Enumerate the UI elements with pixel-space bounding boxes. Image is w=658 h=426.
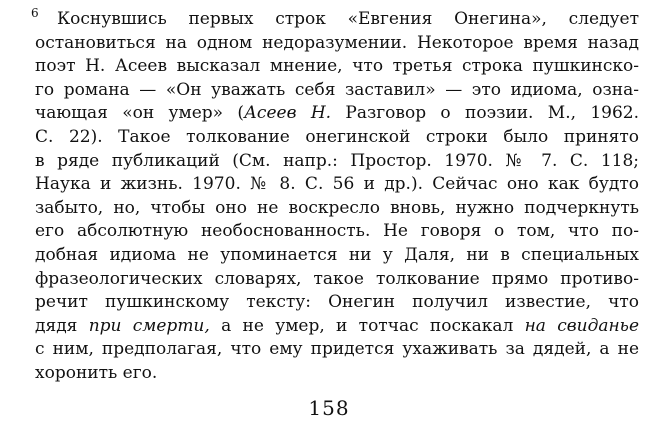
footnote-line: Наука и жизнь. 1970. № 8. С. 56 и др.). Сейчас оно как будто bbox=[35, 174, 639, 195]
footnote-line: с ним, предполагая, что ему придется ухаживать за дядей, а не bbox=[35, 339, 639, 360]
page-number: 158 bbox=[308, 396, 350, 420]
footnote-line: в ряде публикаций (См. напр.: Простор. 1970. № 7. С. 118; bbox=[35, 150, 639, 171]
footnote-line: остановиться на одном недоразумении. Некоторое время назад bbox=[35, 32, 639, 53]
italic-phrase: при смерти, bbox=[88, 315, 210, 336]
footnote-line: речит пушкинскому тексту: Онегин получил известие, что bbox=[35, 292, 639, 313]
footnote-line: хоронить его. bbox=[35, 362, 158, 383]
footnote-line: го романа — «Он уважать себя заставил» — это идиома, озна- bbox=[35, 79, 639, 100]
footnote-line: фразеологических словарях, такое толкование прямо противо- bbox=[35, 268, 639, 289]
text-segment: чающая «он умер» ( bbox=[35, 103, 245, 124]
footnote-line: добная идиома не упоминается ни у Даля, ни в специальных bbox=[35, 244, 639, 265]
footnote-line: Коснувшись первых строк «Евгения Онегина», следует bbox=[57, 9, 639, 29]
text-segment: Разговор о поэзии. М., 1962. bbox=[331, 103, 640, 124]
footnote-line: поэт Н. Асеев высказал мнение, что третья строка пушкинско- bbox=[35, 56, 639, 77]
italic-phrase: на свиданье bbox=[524, 315, 640, 336]
footnote-line bbox=[35, 315, 639, 339]
footnote-line: С. 22). Такое толкование онегинской строки было принято bbox=[35, 126, 639, 147]
text-segment: а не умер, и тотчас поскакал bbox=[209, 315, 525, 336]
text-segment: дядя bbox=[35, 315, 89, 336]
footnote-marker: 6 bbox=[31, 6, 39, 20]
footnote-line bbox=[35, 102, 639, 126]
footnote-line: забыто, но, чтобы оно не воскресло вновь, нужно подчеркнуть bbox=[35, 197, 639, 218]
footnote-line: его абсолютную необоснованность. Не говоря о том, что по- bbox=[35, 221, 639, 242]
italic-author: Асеев Н. bbox=[244, 103, 332, 124]
footnote-text bbox=[35, 8, 639, 386]
